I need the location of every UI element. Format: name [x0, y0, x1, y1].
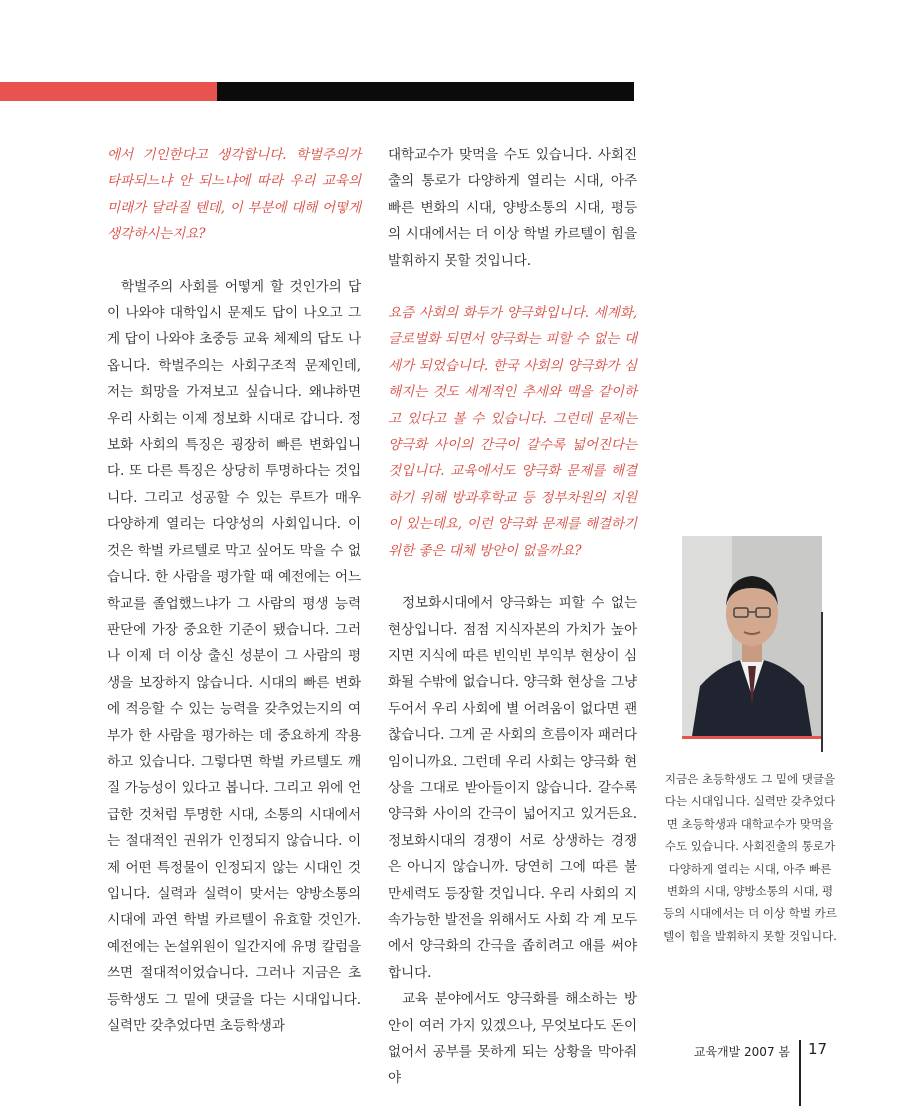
photo-accent-line [682, 736, 822, 739]
interview-answer: 교육 분야에서도 양극화를 해소하는 방안이 여러 가지 있겠으나, 무엇보다도 돈이 없어서 공부를 못하게 되는 상황을 막아줘야 [388, 991, 637, 1087]
magazine-title: 교육개발 2007 봄 [693, 1045, 790, 1059]
article-column-left [107, 142, 361, 1039]
page-number: 17 [808, 1040, 828, 1058]
interview-answer-continued: 대학교수가 맞먹을 수도 있습니다. 사회진출의 통로가 다양하게 열리는 시대, 아주 빠른 변화의 시대, 양방소통의 시대, 평등의 시대에서는 더 이상 학벌 카르텔이 힘을 발휘하지 못할 것입니다. [388, 147, 637, 269]
header-dark-bar [217, 82, 634, 101]
interviewee-photo [682, 536, 822, 736]
pull-quote-caption: 지금은 초등학생도 그 밑에 댓글을 다는 시대입니다. 실력만 갖추었다면 초등학생과 대학교수가 맞먹을 수도 있습니다. 사회진출의 통로가 다양하게 열리는 시대, 아주 빠른 변화의 시대, 양방소통의 시대, 평등의 시대에서는 더 이상 학벌 카르텔이 힘을 발휘하지 못할 것입니다. [663, 772, 837, 943]
interview-question: 요즘 사회의 화두가 양극화입니다. 세계화, 글로벌화 되면서 양극화는 피할 수 없는 대세가 되었습니다. 한국 사회의 양극화가 심해지는 것도 세계적인 추세와 맥을 같이하고 있다고 볼 수 있습니다. 그런데 문제는 양극화 사이의 간극이 갈수록 넓어진다는 것입니다. 교육에서도 양극화 문제를 해결하기 위해 방과후학교 등 정부차원의 지원이 있는데요, 이런 양극화 문제를 해결하기 위한 좋은 대체 방안이 없을까요? [388, 305, 637, 559]
header-accent-bar [0, 82, 217, 101]
footer-divider [799, 1040, 801, 1106]
interview-answer: 학벌주의 사회를 어떻게 할 것인가의 답이 나와야 대학입시 문제도 답이 나오고 그게 답이 나와야 초중등 교육 체제의 답도 나옵니다. 학벌주의는 사회구조적 문제인데, 저는 희망을 가져보고 싶습니다. 왜냐하면 우리 사회는 이제 정보화 시대로 갑니다. 정보화 사회의 특징은 굉장히 빠른 변화입니다. 또 다른 특징은 상당히 투명하다는 것입니다. 그리고 성공할 수 있는 루트가 매우 다양하게 열리는 다양성의 사회입니다. 이것은 학벌 카르텔로 막고 싶어도 막을 수 없습니다. 한 사람을 평가할 때 예전에는 어느 학교를 졸업했느냐가 그 사람의 평생 능력 판단에 가장 중요한 기준이 됐습니다. 그러나 이제 더 이상 출신 성분이 그 사람의 평생을 보장하지 않습니다. 시대의 빠른 변화에 적응할 수 있는 능력을 갖추었는지의 여부가 한 사람을 평가하는 데 중요하게 작용하고 있습니다. 그렇다면 학벌 카르텔도 깨질 가능성이 있다고 봅니다. 그리고 위에 언급한 것처럼 투명한 시대, 소통의 시대에서는 절대적인 권위가 인정되지 않습니다. 이제 어떤 특정물이 인정되지 않는 시대인 것입니다. 실력과 실력이 맞서는 양방소통의 시대에 과연 학벌 카르텔이 유효할 것인가. 예전에는 논설위원이 일간지에 유명 칼럼을 쓰면 절대적이었습니다. 그러나 지금은 초등학생도 그 밑에 댓글을 다는 시대입니다. 실력만 갖추었다면 초등학생과 [107, 278, 361, 1034]
interview-answer: 정보화시대에서 양극화는 피할 수 없는 현상입니다. 점점 지식자본의 가치가 높아지면 지식에 따른 빈익빈 부익부 현상이 심화될 수밖에 없습니다. 양극화 현상을 그냥 두어서 우리 사회에 별 어려움이 없다면 괜찮습니다. 그게 곧 사회의 흐름이자 패러다임이니까요. 그런데 우리 사회는 양극화 현상을 그대로 받아들이지 않습니다. 갈수록 양극화 사이의 간극이 넓어지고 있거든요. 정보화시대의 경쟁이 서로 상생하는 경쟁은 아니지 않습니까. 당연히 그에 따른 불만세력도 등장할 것입니다. 우리 사회의 지속가능한 발전을 위해서도 사회 각 계 모두에서 양극화의 간극을 좁히려고 애를 써야합니다. [388, 595, 637, 981]
article-column-middle [388, 142, 637, 1092]
photo-divider-line [821, 612, 823, 752]
interview-question: 에서 기인한다고 생각합니다. 학벌주의가 타파되느냐 안 되느냐에 따라 우리 교육의 미래가 달라질 텐데, 이 부분에 대해 어떻게 생각하시는지요? [107, 147, 361, 243]
